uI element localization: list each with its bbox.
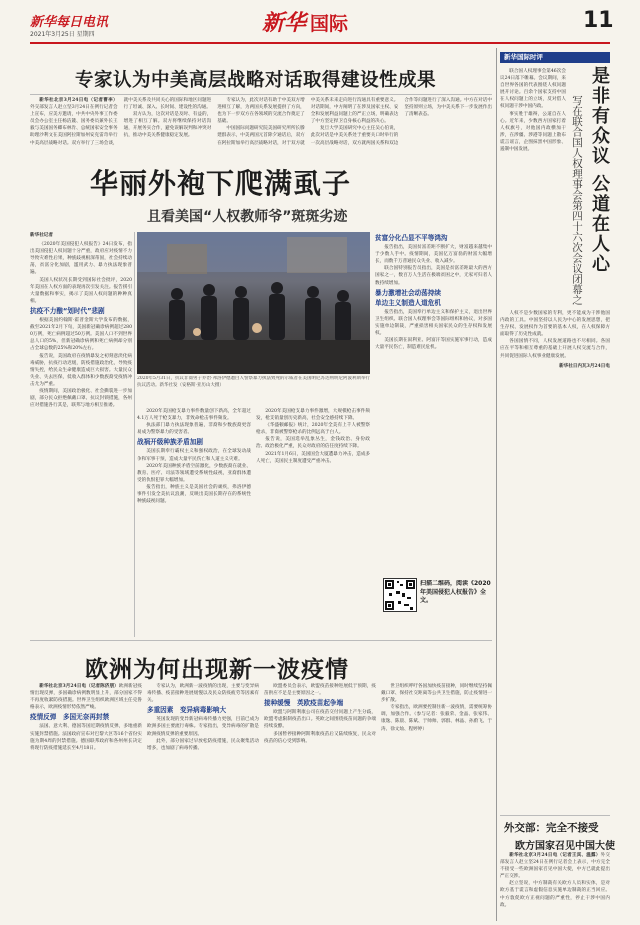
a2-col2b: [256, 408, 370, 637]
a2-para: 执法部门暴力执法现象普遍，非裔和少数族裔更容易成为警察暴力的受害者。: [137, 423, 251, 436]
a1-para: 外交部发言人赵立坚3月24日在例行记者会上宣布，应美方邀请，中共中央外事工作委员会办公室主任杨洁篪、国务委员兼外长王毅与美国国务卿布林肯、总统国家安全事务助理沙利文在美国阿拉斯加州安克雷奇举行中美高层战略对话。双方举行了三场会谈，就中美关系及共同关心的国际和地区问题进行了坦诚、深入、长时间、建设性的沟通。: [30, 98, 212, 146]
a2-para: 美国人权状况长期受到国际社会批评，2020年美国在人权方面的表现再次引发关注。报告援引大量数据和事实，揭示了美国人权问题的种种真相。: [30, 277, 132, 304]
a1-para: 中国国际问题研究院美国研究所所长滕建群表示，中美两国元首除夕通话后，双方在阿拉斯加举行高层战略对话，对于双方就中美关系未来走向进行沟通具有重要意义。对话期间，中方阐明了在涉及国家主权、安全和发展利益问题上的严正立场，明确表达了中方坚定捍卫自身核心利益的决心。: [217, 98, 399, 146]
a2-para: 报告说，美国政府在疫情暴发之初刻意淡化病毒威胁，抗疫行动迟缓，防疫措施政治化，导致疫情失控，给民众生命健康造成巨大损害。大量民众失业、失去医保，低收入群体和少数族裔受疫情冲击尤为严重。: [30, 353, 132, 387]
masthead: [0, 0, 640, 44]
a5-subheadline: 欧方国家召见中国大使: [515, 841, 615, 852]
a3-byline: 新华社北京3月24日电（记者陈济朋）: [39, 684, 119, 689]
a5-body: [500, 852, 610, 921]
a1-para: 复旦大学美国研究中心主任吴心伯说，此次对话是中美关系处于重要关口时举行的一次高层战略对话，双方就两国关系和双边合作等问题进行了深入沟通。中方在对话中坚持原则立场，为中美关系下一步发展作出了清晰表态。: [310, 98, 492, 146]
protest-photo: [137, 232, 370, 374]
a3-para: 法国、意大利、德国等国近期疫情反弹，多地重新实施封禁措施。法国政府宣布对巴黎大区等16个省份实施为期4周的封禁措施。德国联邦政府和各州州长决定将现行防疫措施延长至4月18日。: [30, 724, 142, 751]
a2-col1-byline: 新华社记者: [30, 233, 53, 238]
a3-top-rule: [30, 640, 492, 641]
section-name: 国际: [310, 13, 349, 35]
a3-para: 欧洲新冠疫情出现反弹，多国确诊病例数明显上升，部分国家不得不再度收紧防疫措施。世界卫生组织欧洲区域主任克鲁格表示，欧洲疫情形势依然严峻。: [30, 684, 142, 711]
a2-para: 联合国特别报告员指出，美国是贫富差距最大的西方国家之一，数百万人生活在极端贫困之中，无家可归者人数持续增加。: [375, 266, 492, 286]
a3-subhead: 接种缓慢 英欧疫苗起争端: [264, 699, 344, 708]
qr-pattern: [384, 579, 416, 611]
a2-col3: [375, 232, 492, 637]
a2-para: 报告说，美国选举乱象丛生，金钱政治、身份政治、政治极化严重，民众对政府的信任度持续下降。: [256, 437, 370, 450]
a3-para: 欧盟委员会表示，欧盟疫苗接种进展低于预期，疫苗供应不足是主要原因之一。: [264, 684, 376, 697]
photo-caption: 2020年5月31日，抗议非裔男子乔治·弗洛伊德遭白人警察暴力执法致死的示威者在美国明尼苏达州明尼阿波利斯举行抗议活动。新华社发（安格斯·亚历山大摄）: [137, 376, 370, 388]
commentary-body: [500, 310, 610, 670]
a1-rule: [30, 94, 492, 95]
a2-para: 美国长期在叙利亚、阿富汗等国实施军事行动，造成大量平民伤亡，制造难民危机。: [375, 338, 492, 351]
a2-para: 疫情期间，美国政治极化、社会撕裂进一步加剧，部分民众拒绝佩戴口罩、抗议封锁措施，各州应对措施各行其是，联邦与地方相互推诿。: [30, 388, 132, 409]
a2-para: 2021年1月6日，美国国会大厦遭暴力冲击，造成多人死亡，美国民主制度遭受严重冲击。: [256, 451, 370, 464]
a3-para: 此外，部分国家过早放松防疫措施，民众聚集活动增多，也加剧了病毒传播。: [147, 738, 259, 751]
commentary-subheadline: 写在联合国人权理事会第四十六次会议闭幕之: [571, 95, 583, 305]
a3-col2: [147, 683, 259, 921]
a2-headline: 华丽外袍下爬满虱子: [90, 167, 352, 200]
a2-col2: [137, 408, 251, 637]
a3-subhead: 疫情反弹 多国无奈再封禁: [30, 713, 110, 722]
a3-headline: 欧洲为何出现新一波疫情: [85, 657, 349, 683]
a2-para: 根据美国约翰斯·霍普金斯大学发布的数据，截至2021年2月下旬，美国新冠确诊病例超过2800万例，死亡病例超过50万例。美国人口不到世界总人口的5%，但新冠确诊病例和死亡病例却分别占全球总数的25%和20%左右。: [30, 318, 132, 352]
masthead-rule: [30, 42, 610, 44]
a2-divider: [134, 232, 135, 637]
a2-subhead: 单边主义制造人道危机: [375, 298, 441, 307]
commentary-para: 人权不是少数国家的专利，更不能成为干涉他国内政的工具。中国坚持以人民为中心的发展思想，把生存权、发展权作为首要的基本人权，在人权保障方面取得了历史性成就。: [500, 311, 610, 338]
commentary-headline: 是非有众议 公道在人心: [589, 66, 610, 275]
a2-para: 2020年美国枪支暴力事件数量创下新高，全年超过4.1万人死于枪支暴力，非致命枪击事件频发。: [137, 409, 251, 422]
a2-subhead: 暴力激增社会动荡持续: [375, 288, 441, 297]
a2-para: 《华盛顿邮报》统计，2020年全美有上千人被警察枪杀，非裔被警察枪杀的比例远高于白人。: [256, 423, 370, 436]
page-number: 11: [583, 8, 614, 33]
brand-logo: [262, 6, 348, 37]
a3-col3: [264, 683, 376, 921]
issue-date: 2021年3月25日 星期四: [30, 31, 95, 38]
a2-para: 2020年美国种族矛盾空前激化，少数族裔在就业、教育、医疗、司法等领域遭受系统性歧视，亚裔群体遭受的仇恨犯罪大幅增加。: [137, 463, 251, 483]
a5-top-rule: [500, 815, 610, 816]
a3-para: 专家认为，欧洲新一波疫情的出现，主要与变异病毒传播、疫苗接种进展缓慢以及民众防疫疲劳等因素有关。: [147, 684, 259, 704]
photo-figures: [137, 232, 370, 374]
a1-para: 双方认为，这次对话是及时、有益的，增进了相互了解。双方将继续保持对话沟通，开展务实合作，避免误解误判和冲突对抗，推动中美关系健康稳定发展。: [123, 112, 212, 139]
commentary-footer: 新华社日内瓦3月24日电: [559, 363, 610, 369]
right-column-divider: [496, 48, 497, 921]
a3-col1: [30, 683, 142, 921]
a2-para: 报告指出，美国贫富差距不断扩大，财富越来越集中于少数人手中。疫情期间，美国亿万富翁的财富大幅增长，而数千万普通民众失业、收入减少。: [375, 245, 492, 265]
a2-para: 2020年美国枪支暴力事件激增，大规模枪击事件频发，枪支销量创历史新高，社会安全感持续下降。: [256, 409, 370, 422]
commentary-tag-label: 新华国际时评: [504, 53, 543, 61]
a1-headline: 专家认为中美高层战略对话取得建设性成果: [75, 70, 437, 91]
a3-col4: [381, 683, 492, 921]
a2-para: 报告指出，种族主义是美国社会的顽疾，弗洛伊德事件引发全美抗议浪潮，反映出美国长期存在的系统性种族歧视问题。: [137, 484, 251, 505]
a3-para: 多国暂停接种阿斯利康疫苗后又陆续恢复，民众对疫苗的信心受到影响。: [264, 731, 376, 744]
commentary-para: 事实胜于雄辩，公道自在人心。近年来，少数西方国家打着人权旗号，对他国内政横加干涉，在涉疆、涉港等问题上散布谎言谣言，企图抹黑中国形象、遏制中国发展。: [500, 111, 566, 153]
a2-subhead: 抗疫不力酿“划时代”悲剧: [30, 306, 105, 315]
qr-code[interactable]: [383, 578, 417, 612]
a5-headline: 外交部：完全不接受: [504, 822, 599, 834]
a2-subhead: 贫富分化凸显不平等鸿沟: [375, 234, 448, 242]
paper-name: 新华每日电讯: [30, 15, 109, 30]
a1-byline: 新华社北京3月24日电（记者曹李）: [39, 98, 118, 103]
a3-para: 世卫组织呼吁各国加快疫苗接种，同时继续坚持佩戴口罩、保持社交距离等公共卫生措施，防止疫情进一步扩散。: [381, 684, 492, 704]
a2-subhead: 战祸开级种族矛盾加剧: [137, 438, 203, 447]
a5-para: 外交部发言人赵立坚24日在例行记者会上表示，中方完全不接受一些欧洲国家召见中国大使，中方已就此提出严正交涉。: [500, 853, 610, 880]
a3-para: 专家指出，欧洲要控制住新一波疫情，需要统筹协调，加强合作。（参与记者：张毅荣、金晶、张家伟、康逸、陈晨、陈斌、于帅帅、郭群、林晶、孙蔚飞、于涛、徐文灿、程婷婷）: [381, 705, 492, 732]
a5-byline: 新华社北京3月24日电（记者王宾、温露）: [509, 853, 601, 858]
a2-subheadline: 且看美国“人权教师爷”斑斑劣迹: [147, 209, 348, 225]
commentary-para: 各国国情不同，人权发展道路也不尽相同。各国应在平等和相互尊重的基础上开展人权交流与合作，共同促进国际人权事业健康发展。: [500, 339, 610, 359]
a5-para: 赵立坚说，中方制裁有关欧方人员和实体，是对欧方基于谎言和虚假信息实施单边制裁的正当回应。中方敦促欧方正视问题的严重性，停止干涉中国内政。: [500, 881, 610, 908]
qr-caption: 扫描二维码，阅读《2020年美国侵犯人权报告》全文。: [420, 580, 491, 604]
a3-para: 英国发现的变异新冠病毒传播力更强，目前已成为欧洲多国主要流行毒株。专家指出，变异病毒的扩散是欧洲疫情反弹的重要原因。: [147, 717, 259, 737]
a1-para: 专家认为，此次对话有助于中美双方增进相互了解，为两国关系发展提供了方向，也为下一步双方在各领域的交流合作奠定了基础。: [217, 98, 305, 125]
commentary-para: 联合国人权理事会第46次会议24日落下帷幕。会议期间，来自世界各国的代表围绕人权问题展开讨论。百余个国家支持中国在人权问题上的立场，反对借人权问题干涉中国内政。: [500, 69, 566, 110]
commentary-body-top: [500, 68, 566, 306]
commentary-tag: [500, 52, 610, 63]
brand-name: 新华: [262, 10, 307, 36]
a3-subhead: 多重因素 变异病毒影响大: [147, 706, 227, 715]
a2-para: 《2020年美国侵犯人权报告》24日发布，指出美国侵犯人权问题十分严重，政府应对疫情不力导致灾难性后果，种族歧视根深蒂固，社会持续动荡，贫富分化加剧，滥用武力、暴力执法现象普遍。: [30, 242, 132, 276]
a2-col1: [30, 232, 132, 637]
a2-para: 美国长期奉行霸权主义和强权政治，在全球发动战争和军事干预，造成大量平民伤亡和人道主义灾难。: [137, 449, 251, 462]
a3-para: 欧盟与阿斯利康公司在疫苗交付问题上产生分歧，欧盟考虑限制疫苗出口。英欧之间围绕疫苗问题的争端持续发酵。: [264, 710, 376, 730]
a2-para: 报告指出，美国奉行单边主义和保护主义，退出世界卫生组织、联合国人权理事会等国际组织和协议，对多国实施单边制裁，严重损害相关国家民众的生存权和发展权。: [375, 309, 492, 337]
